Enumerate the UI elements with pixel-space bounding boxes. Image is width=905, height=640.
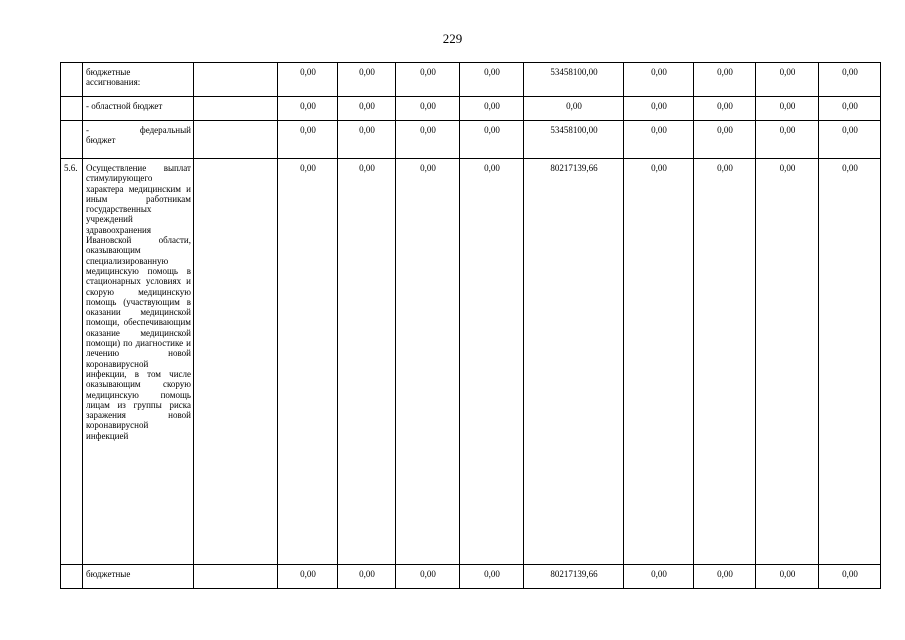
table-row [61, 121, 881, 159]
table-row [61, 97, 881, 121]
value-cell: 0,00 [819, 159, 881, 565]
value-cell: 0,00 [338, 565, 396, 589]
value-cell: 0,00 [694, 121, 756, 159]
value-cell: 0,00 [756, 121, 819, 159]
value-cell: 0,00 [624, 121, 694, 159]
table-row [61, 63, 881, 97]
table-row [61, 159, 881, 565]
value-cell: 0,00 [819, 121, 881, 159]
row-index [61, 565, 83, 589]
row-index: 5.6. [61, 159, 83, 565]
row-description: бюджетные ассигнования: [83, 63, 194, 97]
value-cell: 53458100,00 [524, 63, 624, 97]
empty-cell [194, 159, 278, 565]
value-cell: 0,00 [278, 121, 338, 159]
value-cell: 0,00 [396, 565, 460, 589]
value-cell: 0,00 [694, 159, 756, 565]
value-cell: 0,00 [819, 97, 881, 121]
value-cell: 0,00 [694, 97, 756, 121]
value-cell: 80217139,66 [524, 159, 624, 565]
page-number: 229 [442, 31, 463, 46]
value-cell: 0,00 [338, 159, 396, 565]
value-cell: 0,00 [756, 565, 819, 589]
value-cell: 0,00 [756, 63, 819, 97]
value-cell: 0,00 [624, 565, 694, 589]
value-cell: 0,00 [460, 63, 524, 97]
value-cell: 0,00 [460, 565, 524, 589]
value-cell: 0,00 [396, 63, 460, 97]
value-cell: 0,00 [278, 63, 338, 97]
row-description: - областной бюджет [83, 97, 194, 121]
empty-cell [194, 121, 278, 159]
value-cell: 0,00 [278, 97, 338, 121]
value-cell: 0,00 [278, 565, 338, 589]
value-cell: 0,00 [460, 121, 524, 159]
value-cell: 0,00 [819, 565, 881, 589]
row-index [61, 121, 83, 159]
empty-cell [194, 565, 278, 589]
value-cell: 0,00 [819, 63, 881, 97]
value-cell: 0,00 [460, 97, 524, 121]
empty-cell [194, 97, 278, 121]
value-cell: 0,00 [694, 63, 756, 97]
value-cell: 0,00 [278, 159, 338, 565]
row-index [61, 97, 83, 121]
value-cell: 0,00 [396, 121, 460, 159]
value-cell: 0,00 [460, 159, 524, 565]
value-cell: 0,00 [524, 97, 624, 121]
empty-cell [194, 63, 278, 97]
value-cell: 0,00 [694, 565, 756, 589]
value-cell: 0,00 [756, 97, 819, 121]
value-cell: 80217139,66 [524, 565, 624, 589]
value-cell: 0,00 [396, 159, 460, 565]
row-description: Осуществление выплат стимулирующего характера медицинским и иным работникам государственных учреждений здравоохранения Ивановской области, оказывающим специализированную медицинскую помощь в стационарных условиях и скорую медицинскую помощь (участвующим в оказании медицинской помощи, обеспечивающим оказание медицинской помощи) по диагностике и лечению новой коронавирусной инфекции, в том числе оказывающим скорую медицинскую помощь лицам из группы риска заражения новой коронавирусной инфекцией [83, 159, 194, 565]
value-cell: 0,00 [624, 63, 694, 97]
value-cell: 0,00 [338, 63, 396, 97]
table-row [61, 565, 881, 589]
budget-table [60, 62, 881, 589]
value-cell: 0,00 [396, 97, 460, 121]
value-cell: 0,00 [338, 121, 396, 159]
value-cell: 53458100,00 [524, 121, 624, 159]
value-cell: 0,00 [338, 97, 396, 121]
value-cell: 0,00 [756, 159, 819, 565]
value-cell: 0,00 [624, 159, 694, 565]
row-index [61, 63, 83, 97]
value-cell: 0,00 [624, 97, 694, 121]
row-description: бюджетные [83, 565, 194, 589]
row-description: - федеральный бюджет [83, 121, 194, 159]
